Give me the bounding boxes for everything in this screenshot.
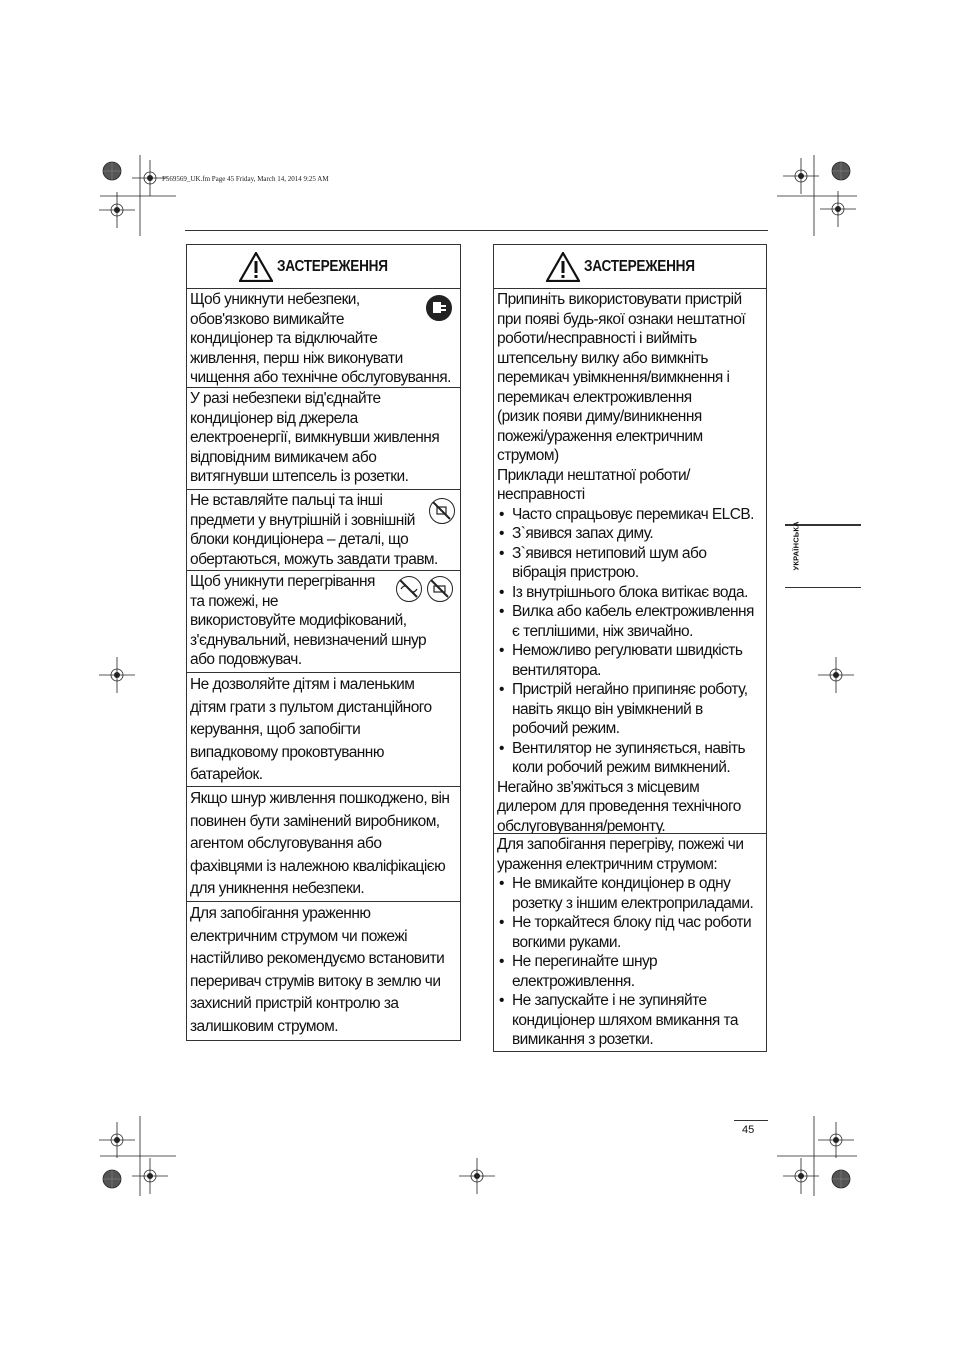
- left-panel-header: [187, 245, 460, 289]
- right-caution-panel: [493, 244, 767, 1052]
- left-section-3-text: Не вставляйте пальці та інші предмети у внутрішній і зовнішній блоки кондиціонера – деталі, що обертаються, можуть завдати травм.: [190, 492, 438, 568]
- prevention-list: [497, 874, 763, 1050]
- left-section-2-text: У разі небезпеки від'єднайте кондиціонер від джерела електроенергії, вимкнувши живлення відповідним вимикачем або витягнувши штепсель із розетки.: [190, 390, 440, 485]
- left-section-7: [187, 902, 460, 1038]
- left-section-5: [187, 673, 460, 787]
- left-section-3: [187, 490, 460, 571]
- right-section-1-outro: Негайно зв'яжіться з місцевим дилером для проведення технічного обслуговування/ремонту.: [497, 778, 741, 834]
- list-item: • Неможливо регулювати швидкість вентилятора.: [497, 641, 763, 680]
- left-caution-panel: [186, 244, 461, 1041]
- top-rule: [185, 230, 768, 231]
- left-section-7-text: Для запобігання ураженню електричним струмом чи пожежі настійливо рекомендуємо встановити переривач струмів витоку в землю чи захисний пристрій контролю за залишковим струмом.: [190, 905, 445, 1035]
- list-item: • Часто спрацьовує перемикач ELCB.: [497, 505, 763, 525]
- list-item: • З`явився запах диму.: [497, 524, 763, 544]
- language-tab-label: УКРАЇНСЬКА: [791, 521, 801, 571]
- warning-triangle-icon: [546, 252, 580, 282]
- list-item: • Вентилятор не зупиняється, навіть коли робочий режим вимкнений.: [497, 739, 763, 778]
- list-item: • Не вмикайте кондиціонер в одну розетку з іншим електроприладами.: [497, 874, 763, 913]
- list-item: • З`явився нетиповий шум або вібрація пристрою.: [497, 544, 763, 583]
- malfunction-list: [497, 505, 763, 778]
- list-item: • Вилка або кабель електроживлення є теплішими, ніж звичайно.: [497, 602, 763, 641]
- warning-triangle-icon: [239, 252, 273, 282]
- unplug-icon: [426, 295, 452, 321]
- left-section-6: [187, 787, 460, 902]
- file-header-note: F569569_UK.fm Page 45 Friday, March 14, 2014 9:25 AM: [162, 175, 329, 183]
- list-item: • Не запускайте і не зупиняйте кондиціонер шляхом вмикання та вимикання з розетки.: [497, 991, 763, 1050]
- right-panel-title: ЗАСТЕРЕЖЕННЯ: [583, 257, 695, 275]
- no-fingers-icon: [429, 498, 455, 524]
- left-section-4: [187, 571, 460, 673]
- list-item: • Не перегинайте шнур електроживлення.: [497, 952, 763, 991]
- left-section-6-text: Якщо шнур живлення пошкоджено, він повинен бути замінений виробником, агентом обслуговування або фахівцями із належною кваліфікацією для уникнення небезпеки.: [190, 790, 450, 898]
- right-section-1: [494, 289, 766, 834]
- right-section-2-intro: Для запобігання перегріву, пожежі чи ураження електричним струмом:: [497, 836, 744, 873]
- page-number: 45: [742, 1124, 755, 1136]
- right-panel-header: [494, 245, 766, 289]
- list-item: • Пристрій негайно припиняє роботу, навіть якщо він увімкнений в робочий режим.: [497, 680, 763, 739]
- left-section-4-text: Щоб уникнути перегрівання та пожежі, не використовуйте модифікований, з'єднувальний, невизначений шнур або подовжувач.: [190, 573, 427, 668]
- right-section-1-intro: Припиніть використовувати пристрій при появі будь-якої ознаки нештатної роботи/несправності і вийміть штепсельну вилку або вимкніть перемикач увімкнення/вимкнення і перемикач електроживлення (ризик появи диму/виникнення пожежі/ураження електричним струмом) Приклади нештатної роботи/ несправності: [497, 291, 746, 503]
- left-section-2: [187, 388, 460, 490]
- left-section-1: [187, 289, 460, 388]
- list-item: • Не торкайтеся блоку під час роботи вогкими руками.: [497, 913, 763, 952]
- no-extension-cord-icon: [427, 576, 453, 602]
- left-panel-title: ЗАСТЕРЕЖЕННЯ: [277, 257, 389, 275]
- left-section-1-text: Щоб уникнути небезпеки, обов'язково вимикайте кондиціонер та відключайте живлення, перш ніж виконувати чищення або технічне обслуговування.: [190, 291, 451, 386]
- left-section-5-text: Не дозволяйте дітям і маленьким дітям грати з пультом дистанційного керування, щоб запобігти випадковому проковтуванню батарейок.: [190, 676, 432, 784]
- page-number-rule: [734, 1120, 768, 1121]
- no-modified-cord-icon: [396, 576, 422, 602]
- right-section-2: [494, 834, 766, 1052]
- list-item: • Із внутрішнього блока витікає вода.: [497, 583, 763, 603]
